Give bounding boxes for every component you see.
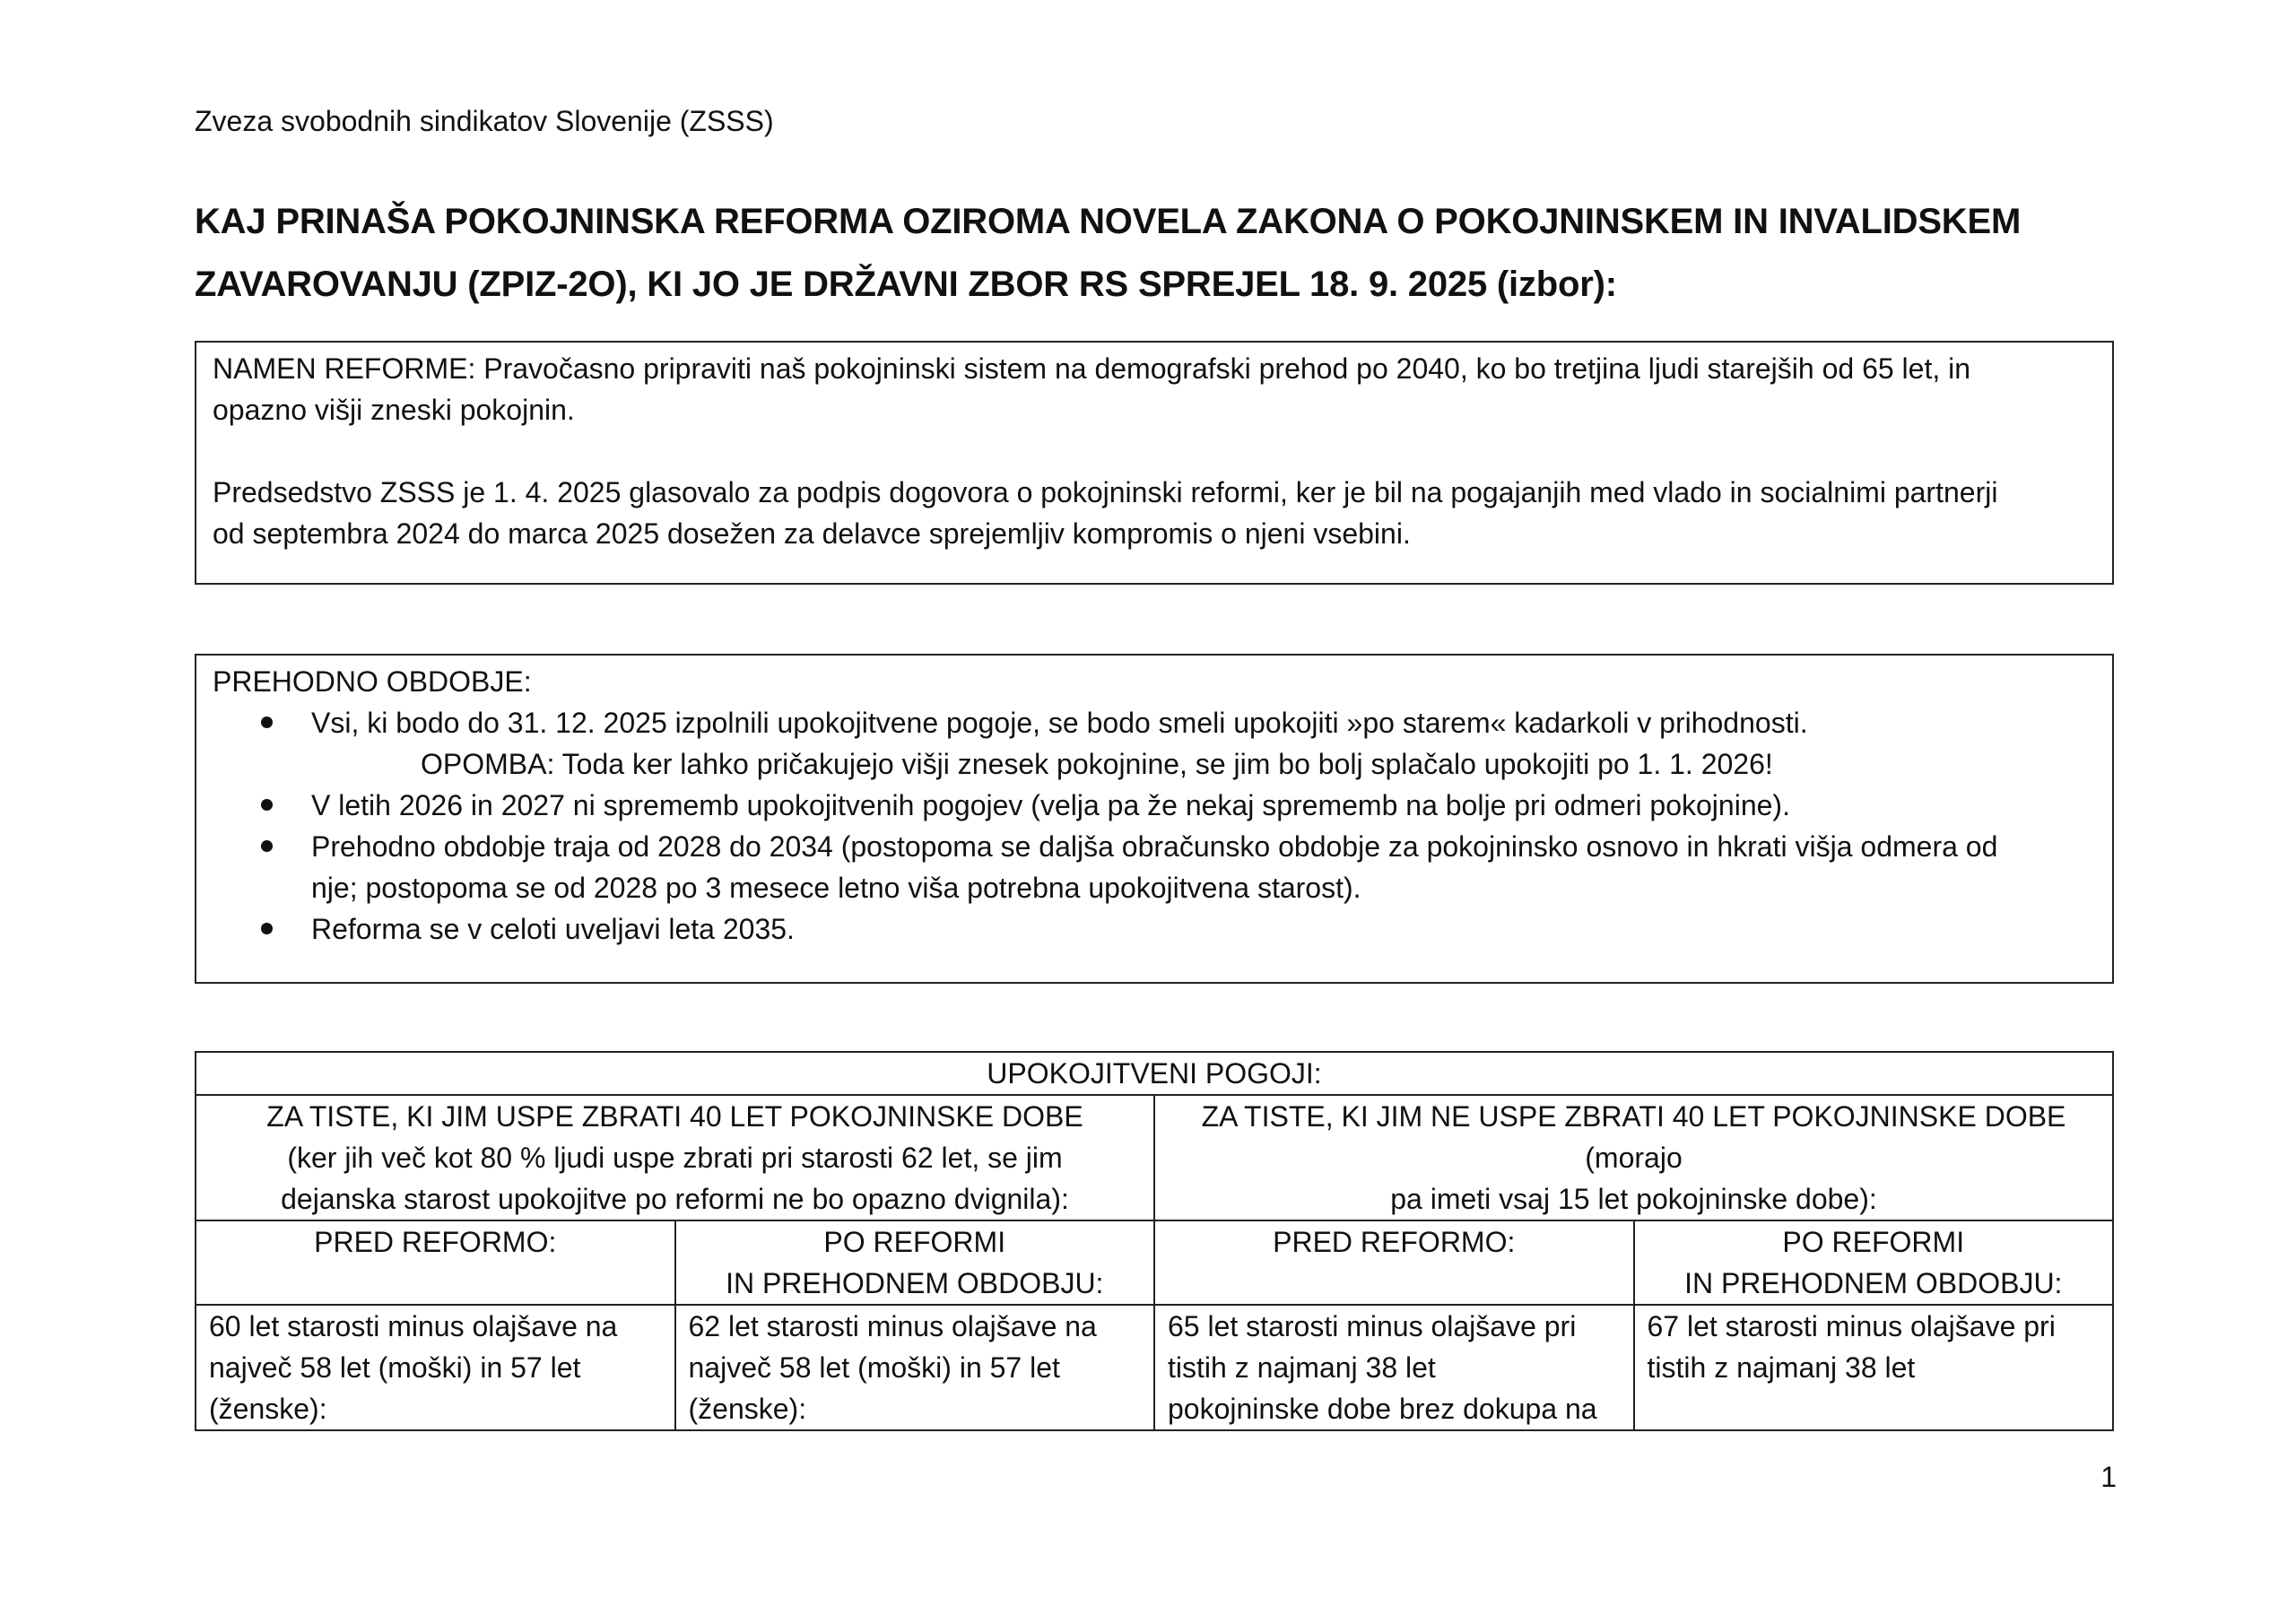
group1-line: ZA TISTE, KI JIM USPE ZBRATI 40 LET POKOJNINSKE DOBE — [266, 1100, 1083, 1133]
bullet-icon — [261, 716, 273, 728]
retirement-conditions-table — [195, 1051, 2114, 1431]
cell-line: tistih z najmanj 38 let — [1168, 1351, 1436, 1384]
bullet-icon — [261, 799, 273, 811]
group-under-40-years-header — [1154, 1095, 2113, 1220]
cell-line: 60 let starosti minus olajšave na — [209, 1310, 618, 1342]
table-title-row — [196, 1052, 2113, 1095]
group1-line: dejanska starost upokojitve po reformi ne bo opazno dvignila): — [281, 1183, 1069, 1215]
presidency-line-2: od septembra 2024 do marca 2025 dosežen za delavce sprejemljiv kompromis o njeni vsebini. — [213, 517, 1411, 550]
cell-line: (ženske): — [209, 1393, 327, 1425]
bullet-item — [213, 785, 2096, 826]
bullet-text-line: Prehodno obdobje traja od 2028 do 2034 (postopoma se daljša obračunsko obdobje za pokojninsko osnovo in hkrati višja odmera od — [311, 830, 1998, 863]
bullet-text-line: nje; postopoma se od 2028 po 3 mesece letno viša potrebna upokojitvena starost). — [311, 872, 1361, 904]
bullet-icon — [261, 923, 273, 934]
bullet-icon — [261, 840, 273, 852]
group-40-years-header — [196, 1095, 1154, 1220]
bullet-text: Vsi, ki bodo do 31. 12. 2025 izpolnili upokojitvene pogoje, se bodo smeli upokojiti »po starem« kadarkoli v prihodnosti. — [311, 707, 1808, 739]
cell-line: 67 let starosti minus olajšave pri — [1647, 1310, 2056, 1342]
reform-purpose-box — [195, 341, 2114, 585]
cell-line: največ 58 let (moški) in 57 let — [688, 1351, 1060, 1384]
bullet-item — [213, 702, 2096, 743]
bullet-item — [213, 826, 2096, 908]
group1-line: (ker jih več kot 80 % ljudi uspe zbrati pri starosti 62 let, se jim — [287, 1142, 1063, 1174]
transition-note: OPOMBA: Toda ker lahko pričakujejo višji znesek pokojnine, se jim bo bolj splačalo upokojiti po 1. 1. 2026! — [421, 748, 1773, 780]
table-cell — [675, 1305, 1155, 1430]
col-after-reform-header — [1634, 1220, 2114, 1305]
col-after-reform-header — [675, 1220, 1155, 1305]
transition-bullet-list-continued — [213, 785, 2096, 950]
table-row — [196, 1305, 2113, 1430]
paragraph-spacer — [213, 430, 2096, 472]
bullet-text: Reforma se v celoti uveljavi leta 2035. — [311, 913, 795, 945]
cell-line: največ 58 let (moški) in 57 let — [209, 1351, 581, 1384]
header-line: PO REFORMI — [823, 1226, 1006, 1258]
purpose-line-2: opazno višji zneski pokojnin. — [213, 394, 575, 426]
bullet-item — [213, 908, 2096, 950]
col-before-reform-header: PRED REFORMO: — [1154, 1220, 1634, 1305]
cell-line: pokojninske dobe brez dokupa na — [1168, 1393, 1597, 1425]
table-group-row — [196, 1095, 2113, 1220]
table-cell — [1154, 1305, 1634, 1430]
organization-name: Zveza svobodnih sindikatov Slovenije (ZSSS) — [195, 105, 774, 137]
header-line: PO REFORMI — [1782, 1226, 1965, 1258]
group2-line: ZA TISTE, KI JIM NE USPE ZBRATI 40 LET POKOJNINSKE DOBE (morajo — [1201, 1100, 2066, 1174]
table-column-header-row — [196, 1220, 2113, 1305]
cell-line: (ženske): — [688, 1393, 807, 1425]
table-cell — [196, 1305, 675, 1430]
cell-line: tistih z najmanj 38 let — [1647, 1351, 1916, 1384]
group2-line: pa imeti vsaj 15 let pokojninske dobe): — [1390, 1183, 1877, 1215]
header-line: IN PREHODNEM OBDOBJU: — [1684, 1267, 2063, 1299]
transition-bullet-list — [213, 702, 2096, 743]
document-title — [195, 190, 2123, 316]
purpose-line-1: NAMEN REFORME: Pravočasno pripraviti naš pokojninski sistem na demografski prehod po 2040, ko bo tretjina ljudi starejših od 65 let, in — [213, 352, 1971, 385]
page-number: 1 — [2100, 1461, 2117, 1493]
table-title: UPOKOJITVENI POGOJI: — [196, 1052, 2113, 1095]
presidency-line-1: Predsedstvo ZSSS je 1. 4. 2025 glasovalo za podpis dogovora o pokojninski reformi, ker je bil na pogajanjih med vlado in socialnimi partnerji — [213, 476, 1998, 508]
cell-line: 62 let starosti minus olajšave na — [688, 1310, 1097, 1342]
title-line-1: KAJ PRINAŠA POKOJNINSKA REFORMA OZIROMA NOVELA ZAKONA O POKOJNINSKEM IN INVALIDSKEM — [195, 202, 2022, 241]
col-before-reform-header: PRED REFORMO: — [196, 1220, 675, 1305]
table-cell — [1634, 1305, 2114, 1430]
cell-line: 65 let starosti minus olajšave pri — [1168, 1310, 1577, 1342]
title-line-2: ZAVAROVANJU (ZPIZ-2O), KI JO JE DRŽAVNI ZBOR RS SPREJEL 18. 9. 2025 (izbor): — [195, 265, 1617, 304]
bullet-text: V letih 2026 in 2027 ni sprememb upokojitvenih pogojev (velja pa že nekaj sprememb na bolje pri odmeri pokojnine). — [311, 789, 1790, 821]
transition-heading: PREHODNO OBDOBJE: — [213, 665, 532, 698]
transition-period-box — [195, 654, 2114, 984]
header-line: IN PREHODNEM OBDOBJU: — [726, 1267, 1104, 1299]
